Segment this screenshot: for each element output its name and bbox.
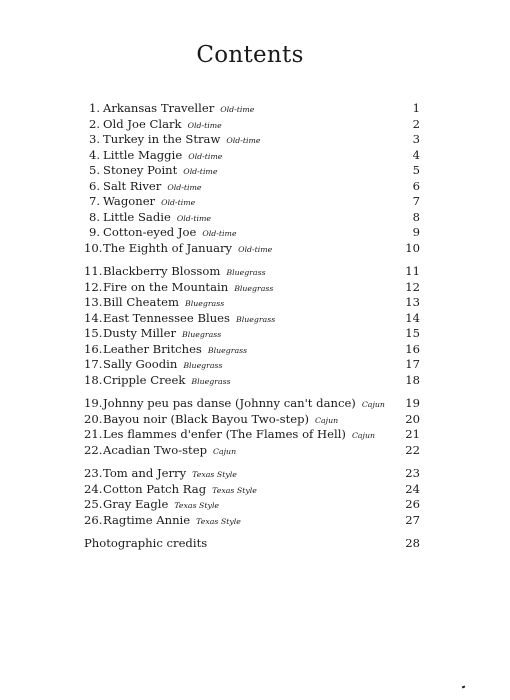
page-number: 7 [412,194,420,208]
entry-style-tag: Bluegrass [183,361,223,370]
entry-style-tag: Cajun [351,431,376,440]
entry-style-tag: Texas Style [212,485,257,495]
entry-number: 22. [84,442,103,457]
toc-entry[interactable] [84,326,420,342]
entry-title: Old Joe Clark [103,116,182,131]
page-number: 14 [405,310,420,325]
toc-entry[interactable] [84,132,420,148]
toc-section [84,264,420,388]
entry-number: 24. [84,481,103,496]
entry-style-tag: Cajun [315,415,339,425]
toc-section [84,396,420,458]
toc-entry[interactable] [84,497,420,513]
toc-entry[interactable] [84,311,420,327]
page-number: 15 [405,326,420,340]
entry-number: 7. [88,194,100,208]
entry-title: East Tennessee Blues [103,310,230,325]
page-number: 23 [405,466,420,480]
entry-number: 20. [84,411,103,426]
entry-title: Acadian Two-step [103,442,208,457]
entry-title: Tom and Jerry [103,466,187,480]
page-number: 28 [405,536,420,550]
entry-title: Cotton-eyed Joe [103,225,197,239]
entry-style-tag: Bluegrass [184,299,225,308]
entry-title: Bill Cheatem [103,295,179,309]
entry-number: 26. [84,512,103,527]
entry-title: Leather Britches [103,341,202,356]
page-number: 8 [412,209,420,224]
toc-entry[interactable] [84,210,420,226]
toc-section [84,101,420,256]
entry-title: Little Maggie [103,147,183,162]
entry-title: Les flammes d'enfer (The Flames of Hell) [103,427,346,441]
entry-number: 12. [84,279,103,294]
page-number: 24 [405,481,420,496]
page-number: 3 [412,132,420,146]
page-number: 26 [405,497,420,511]
toc-entry[interactable] [84,357,420,373]
entry-title: Salt River [103,178,162,193]
entry-title: Sally Goodin [103,357,178,371]
page-number: 2 [412,116,420,131]
entry-style-tag: Cajun [361,400,385,409]
credits-entry[interactable] [84,536,420,552]
entry-number: 17. [84,357,103,371]
toc-entry[interactable] [84,427,420,443]
entry-style-tag: Cajun [213,446,237,456]
page-number: 11 [405,264,420,278]
entry-title: Blackberry Blossom [103,264,221,278]
toc-entry[interactable] [84,412,420,428]
entry-number: 23. [84,466,103,480]
toc-entry[interactable] [84,179,420,195]
entry-style-tag: Bluegrass [234,283,274,293]
entry-style-tag: Bluegrass [191,376,231,386]
ink-speck [462,686,466,689]
entry-style-tag: Texas Style [196,516,241,526]
credits-label: Photographic credits [84,536,208,550]
page-number: 22 [405,442,420,457]
entry-title: Turkey in the Straw [103,132,221,146]
entry-title: Arkansas Traveller [103,101,215,115]
entry-style-tag: Old-time [238,244,273,254]
entry-title: Cripple Creek [103,372,186,387]
entry-title: Little Sadie [103,209,171,224]
entry-number: 14. [84,310,103,325]
page-number: 21 [405,427,420,441]
entry-number: 16. [84,341,103,356]
entry-title: The Eighth of January [103,240,233,255]
toc-entry[interactable] [84,280,420,296]
entry-style-tag: Old-time [161,198,196,207]
entry-number: 15. [84,326,103,340]
page-number: 17 [405,357,420,371]
page-number: 1 [412,101,420,115]
entry-number: 21. [84,427,103,441]
toc-entry[interactable] [84,117,420,133]
toc-entry[interactable] [84,466,420,482]
entry-title: Stoney Point [103,163,178,177]
page-number: 16 [405,341,420,356]
page-number: 19 [405,396,420,410]
entry-number: 6. [88,178,100,193]
entry-number: 5. [88,163,100,177]
entry-style-tag: Old-time [226,136,261,145]
entry-title: Dusty Miller [103,326,177,340]
entry-style-tag: Bluegrass [226,268,266,277]
entry-number: 18. [84,372,103,387]
entry-number: 8. [88,209,100,224]
entry-title: Gray Eagle [103,497,169,511]
toc-entry[interactable] [84,264,420,280]
entry-style-tag: Old-time [183,167,218,176]
entry-style-tag: Texas Style [174,501,220,510]
entry-style-tag: Texas Style [192,470,237,479]
entry-title: Cotton Patch Rag [103,481,207,496]
toc-entry[interactable] [84,241,420,257]
entry-number: 10. [84,240,103,255]
page-number: 18 [405,372,420,387]
entry-style-tag: Old-time [220,105,255,114]
toc-entry[interactable] [84,295,420,311]
toc-entry[interactable] [84,443,420,459]
page-number: 12 [405,279,420,294]
page-number: 20 [405,411,420,426]
toc-entry[interactable] [84,194,420,210]
page-number: 10 [405,240,420,255]
entry-title: Fire on the Mountain [103,279,229,294]
entry-number: 13. [84,295,103,309]
entry-number: 25. [84,497,103,511]
toc-entry[interactable] [84,342,420,358]
page-number: 5 [412,163,420,177]
toc-entry[interactable] [84,163,420,179]
entry-style-tag: Old-time [187,120,222,130]
entry-style-tag: Old-time [188,151,223,161]
toc-entry[interactable] [84,225,420,241]
toc-entry[interactable] [84,396,420,412]
entry-number: 2. [88,116,100,131]
entry-number: 3. [88,132,100,146]
entry-number: 4. [88,147,100,162]
toc-entry[interactable] [84,373,420,389]
toc-entry[interactable] [84,513,420,529]
toc-entry[interactable] [84,148,420,164]
entry-style-tag: Old-time [167,182,202,192]
toc-section [84,466,420,528]
entry-style-tag: Old-time [176,213,211,223]
entry-title: Bayou noir (Black Bayou Two-step) [103,411,310,426]
entry-title: Johnny peu pas danse (Johnny can't dance) [103,396,356,410]
entry-number: 9. [88,225,100,239]
entry-number: 1. [88,101,100,115]
page-number: 13 [405,295,420,309]
toc-entry[interactable] [84,101,420,117]
entry-style-tag: Bluegrass [235,314,276,324]
entry-number: 11. [84,264,103,278]
entry-style-tag: Bluegrass [207,345,248,355]
entry-title: Wagoner [103,194,156,208]
page-number: 27 [405,512,420,527]
toc-entry[interactable] [84,482,420,498]
entry-title: Ragtime Annie [103,512,191,527]
page-number: 4 [412,147,420,162]
entry-style-tag: Old-time [202,229,237,238]
table-of-contents [84,101,420,552]
entry-style-tag: Bluegrass [182,330,222,339]
page-title: Contents [196,42,304,68]
page-number: 9 [412,225,420,239]
page-number: 6 [412,178,420,193]
entry-number: 19. [84,396,103,410]
